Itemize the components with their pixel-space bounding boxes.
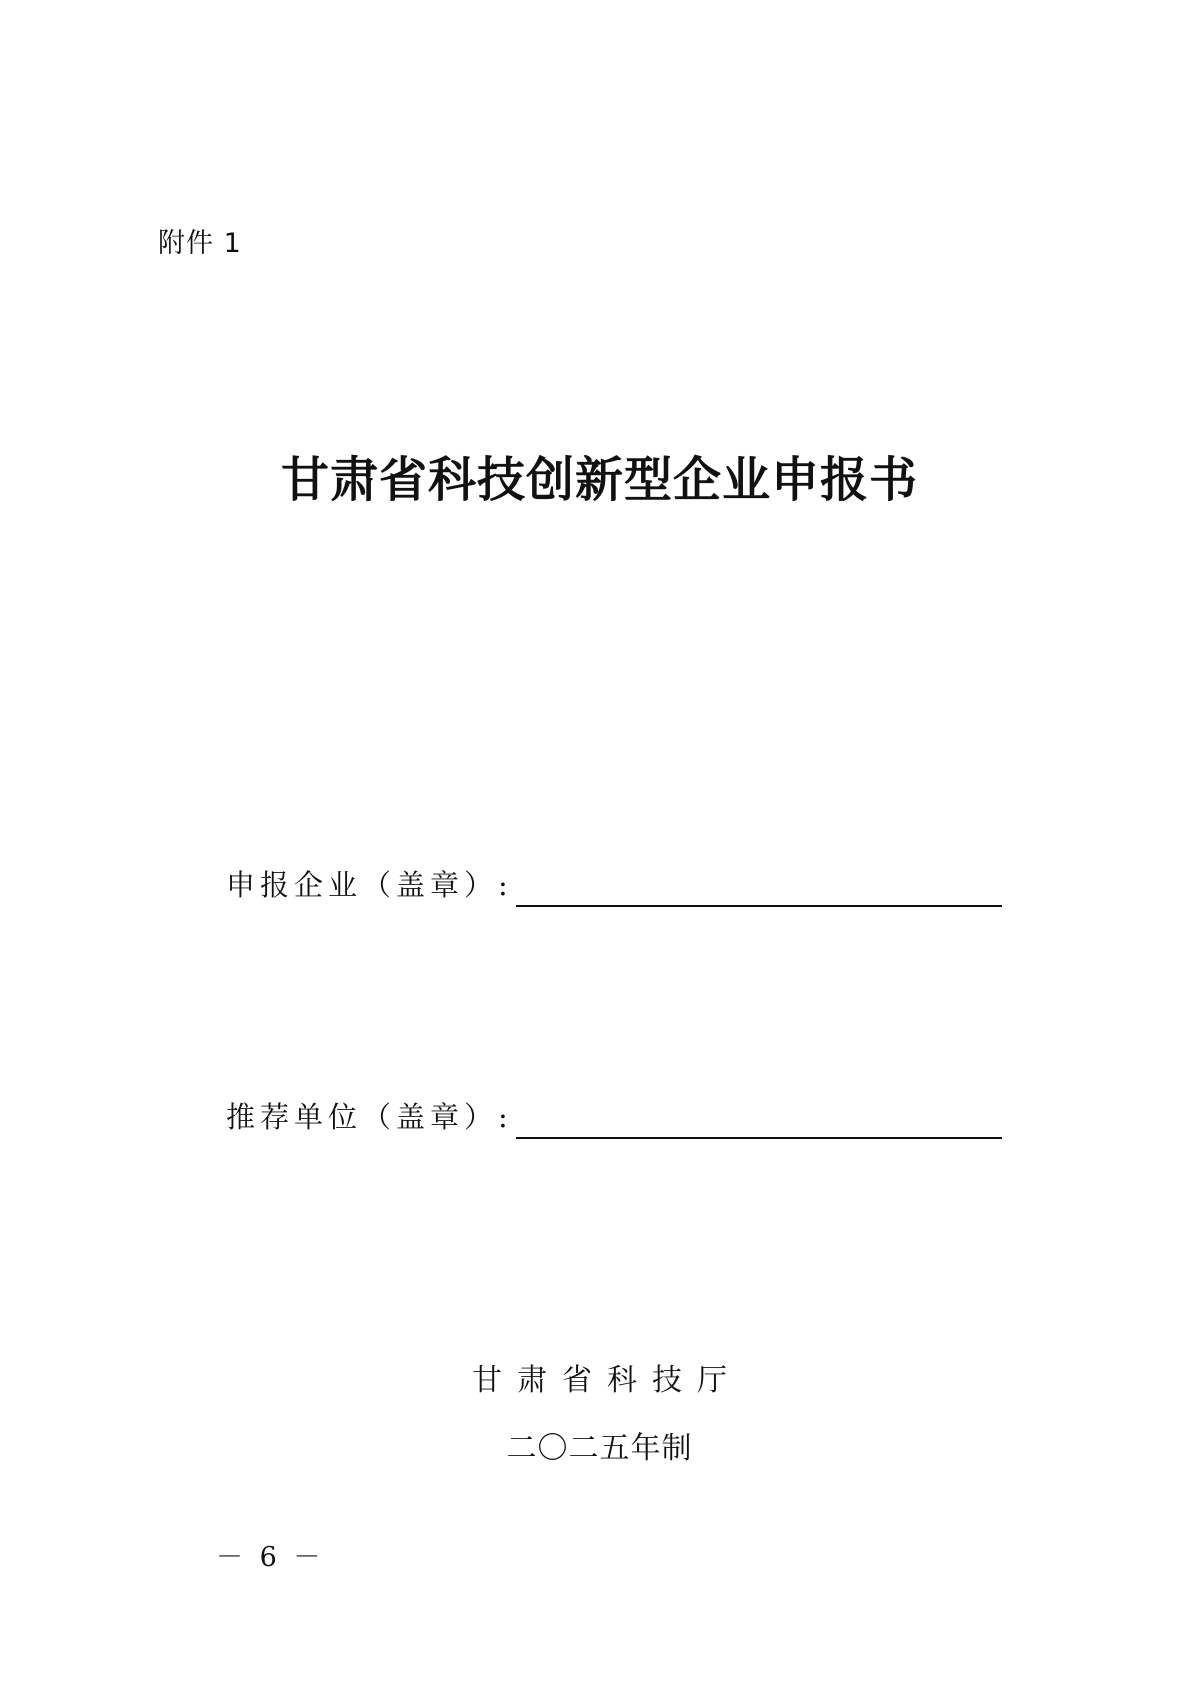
recommending-unit-label: 推荐单位（盖章）: (226, 1100, 513, 1134)
applicant-enterprise-blank-line (516, 905, 1002, 907)
issuing-authority: 甘肃省科技厅 (472, 1363, 742, 1398)
issue-year: 二〇二五年制 (506, 1431, 693, 1466)
recommending-unit-field (226, 1095, 1006, 1145)
page-number: － 6 － (216, 1542, 325, 1573)
attachment-label: 附件 1 (158, 228, 242, 259)
applicant-enterprise-label: 申报企业（盖章）: (226, 868, 513, 902)
document-title: 甘肃省科技创新型企业申报书 (280, 452, 918, 508)
recommending-unit-blank-line (516, 1137, 1002, 1139)
applicant-enterprise-field (226, 863, 1006, 913)
